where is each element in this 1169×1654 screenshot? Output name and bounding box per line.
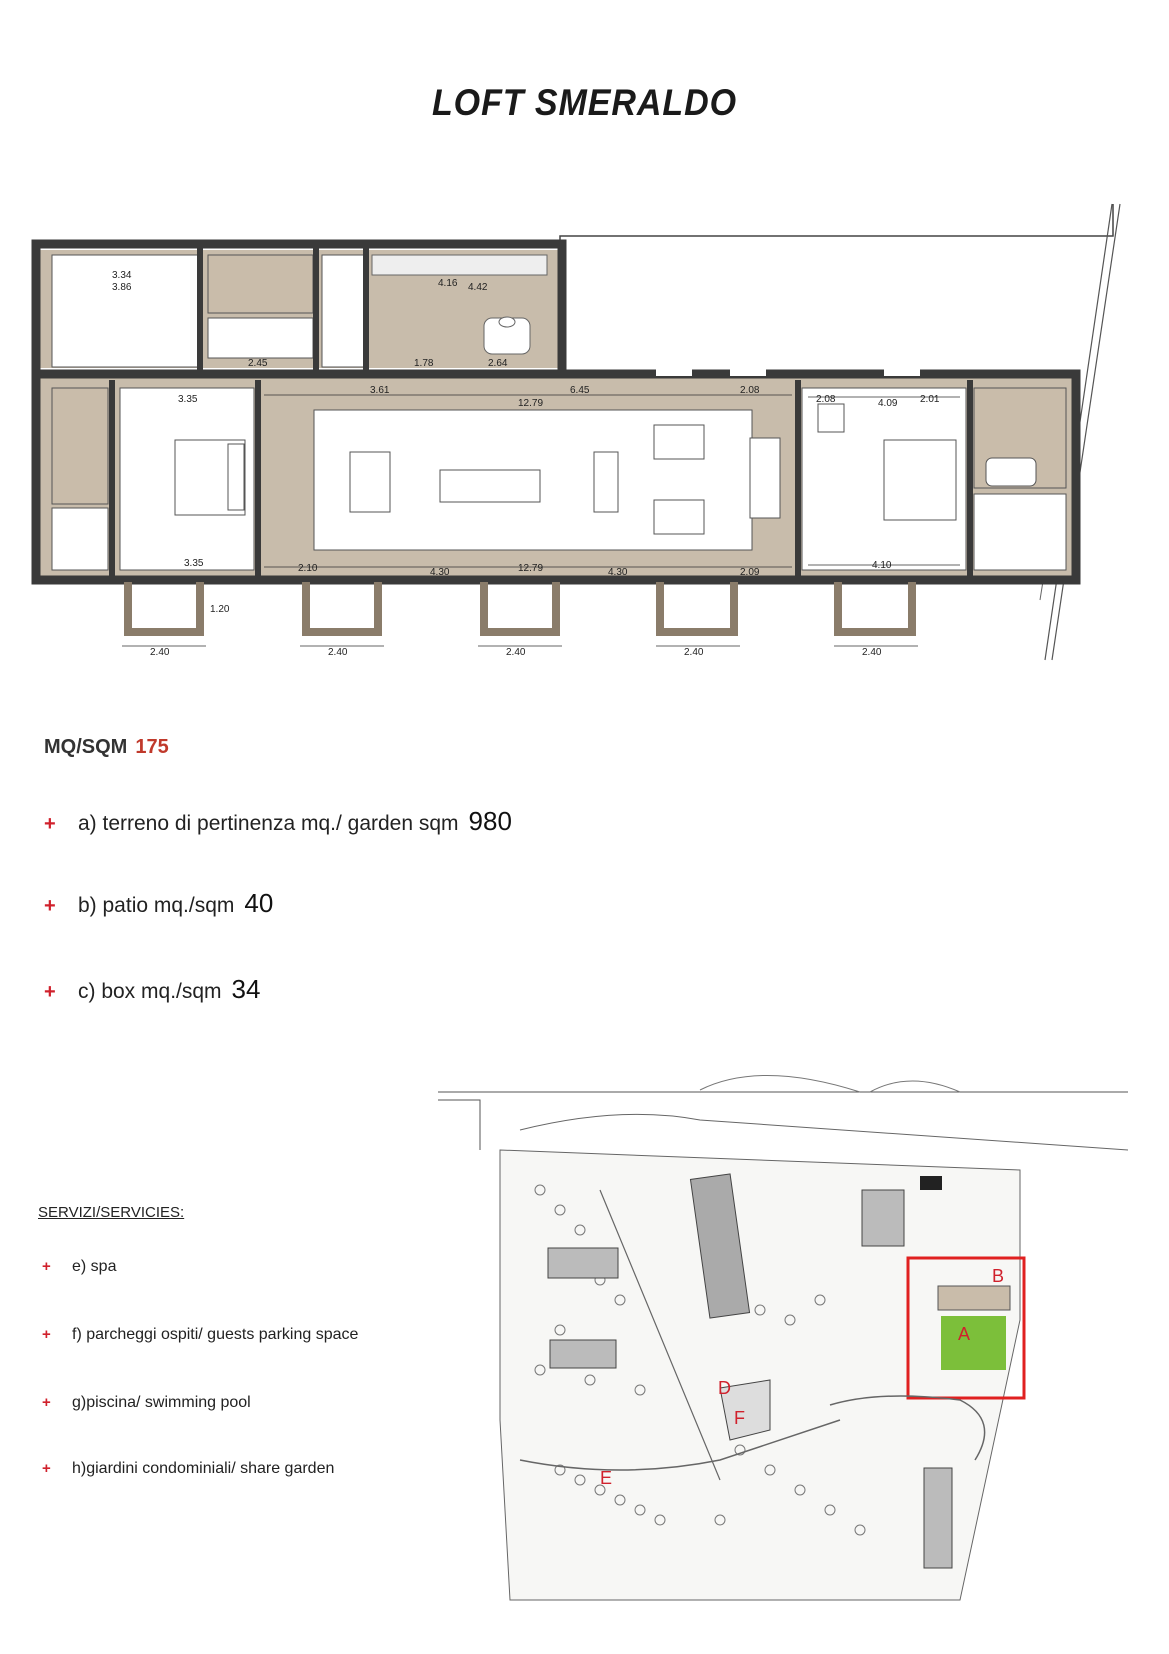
plus-icon: + (42, 1460, 51, 1477)
area-value: 175 (135, 736, 169, 758)
plus-icon: + (44, 813, 56, 835)
feature-value: 34 (231, 974, 261, 1004)
dim-living-bottom-1: 2.10 (298, 563, 318, 574)
service-item (42, 1258, 116, 1276)
dim-bed-left-top: 3.35 (178, 394, 198, 405)
dim-bed-right-4: 4.10 (872, 560, 892, 571)
plus-icon: + (42, 1394, 51, 1411)
dim-living-bottom-5: 2.09 (740, 567, 760, 578)
feature-value: 980 (468, 806, 512, 836)
service-item (42, 1326, 358, 1344)
feature-value: 40 (244, 888, 274, 918)
site-label-d: D (718, 1378, 731, 1398)
feature-garden (44, 806, 512, 837)
plus-icon: + (44, 895, 56, 917)
service-label: f) parcheggi ospiti/ guests parking space (72, 1326, 359, 1343)
site-label-f: F (734, 1408, 745, 1428)
plus-icon: + (42, 1258, 51, 1275)
plus-icon: + (44, 981, 56, 1003)
dim-room-tl-1: 3.34 (112, 270, 132, 281)
dim-patio-3: 2.40 (506, 647, 526, 658)
dim-bed-right-1: 2.08 (816, 394, 836, 405)
site-label-a: A (958, 1324, 971, 1344)
feature-label: c) box mq./sqm (78, 980, 222, 1003)
dim-bed-right-2: 4.09 (878, 398, 898, 409)
dim-living-top-1: 3.61 (370, 385, 390, 396)
service-item (42, 1394, 251, 1412)
service-item (42, 1460, 334, 1478)
site-label-e: E (600, 1468, 613, 1488)
dim-bed-left-bottom: 3.35 (184, 558, 204, 569)
dim-living-top-4: 2.08 (740, 385, 760, 396)
site-plan (438, 1075, 1128, 1600)
services-title: SERVIZI/SERVICIES: (38, 1204, 185, 1221)
area-label: MQ/SQM (44, 736, 128, 758)
dim-living-bottom-3: 12.79 (518, 563, 544, 574)
dim-kitchen-2: 4.42 (468, 282, 488, 293)
dim-patio-2: 2.40 (328, 647, 348, 658)
dim-kitchen-5: 2.64 (488, 358, 508, 369)
dim-patio-4: 2.40 (684, 647, 704, 658)
dim-patio-1: 2.40 (150, 647, 170, 658)
feature-patio (44, 888, 273, 919)
dim-bed-right-3: 2.01 (920, 394, 940, 405)
dim-kitchen-1: 4.16 (438, 278, 458, 289)
dim-room-tl-2: 3.86 (112, 282, 132, 293)
dim-room-tl-4: 2.45 (248, 358, 268, 369)
dim-kitchen-4: 1.78 (414, 358, 434, 369)
dim-living-bottom-4: 4.30 (608, 567, 628, 578)
area-summary (44, 736, 169, 759)
feature-label: b) patio mq./sqm (78, 894, 235, 917)
dim-living-top-3: 6.45 (570, 385, 590, 396)
dim-living-top-2: 12.79 (518, 398, 544, 409)
service-label: h)giardini condominiali/ share garden (72, 1460, 335, 1477)
feature-box (44, 974, 260, 1005)
dim-living-bottom-2: 4.30 (430, 567, 450, 578)
feature-label: a) terreno di pertinenza mq./ garden sqm (78, 812, 459, 835)
page-title: LOFT SMERALDO (431, 82, 738, 123)
plus-icon: + (42, 1326, 51, 1343)
dim-patio-depth: 1.20 (210, 604, 230, 615)
service-label: g)piscina/ swimming pool (72, 1394, 251, 1411)
site-label-b: B (992, 1266, 1005, 1286)
service-label: e) spa (72, 1258, 117, 1275)
dim-patio-5: 2.40 (862, 647, 882, 658)
